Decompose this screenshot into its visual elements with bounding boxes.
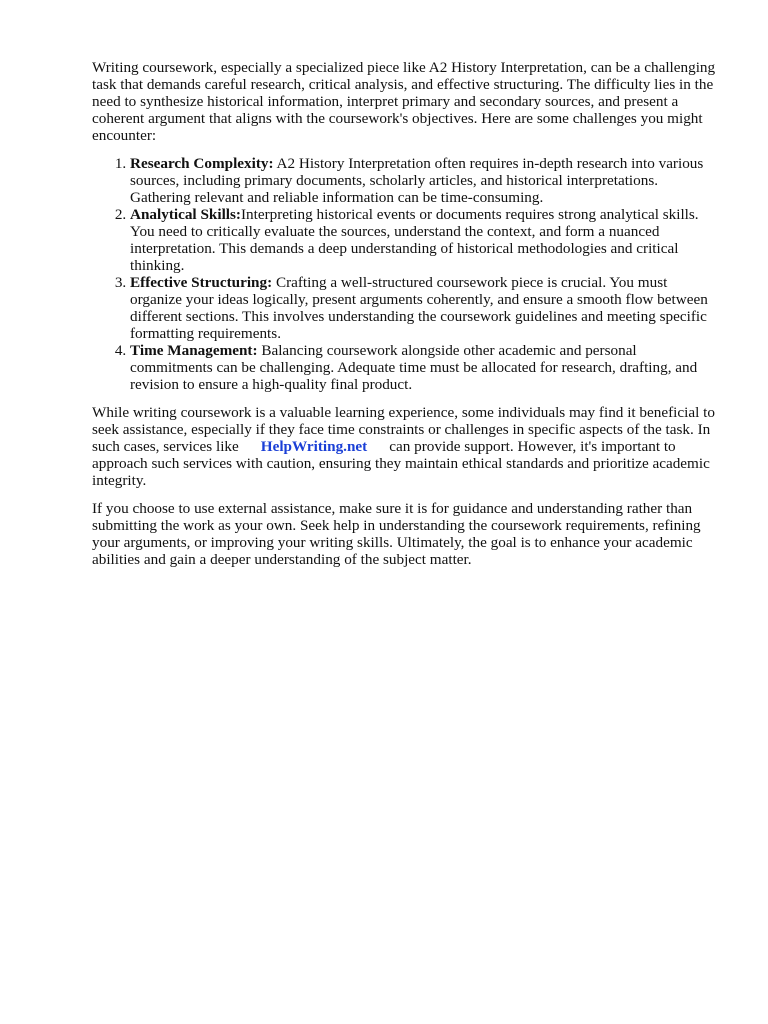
challenges-list: [92, 155, 722, 393]
assistance-text-before: While writing coursework is a valuable learning experience, some individuals may find it beneficial to seek assistance, especially if they face time constraints or challenges in specific aspects of the task. In such cases, services like: [92, 404, 715, 455]
list-item-term: Analytical Skills:: [130, 206, 241, 223]
assistance-paragraph: [92, 404, 722, 489]
assistance-text-after: can provide support. However, it's important to approach such services with caution, ensuring they maintain ethical standards and prioritize academic integrity.: [92, 438, 710, 489]
list-item-term: Research Complexity:: [130, 155, 274, 172]
list-item: [130, 342, 722, 393]
list-item: [130, 274, 722, 342]
document-page: [92, 59, 722, 568]
helpwriting-link[interactable]: HelpWriting.net: [260, 438, 368, 455]
closing-paragraph: If you choose to use external assistance, make sure it is for guidance and understanding rather than submitting the work as your own. Seek help in understanding the coursework requirements, refining your arguments, or improving your writing skills. Ultimately, the goal is to enhance your academic abilities and gain a deeper understanding of the subject matter.: [92, 500, 701, 568]
list-item: [130, 206, 722, 274]
list-item-text: A2 History Interpretation often requires in-depth research into various sources, including primary documents, scholarly articles, and historical interpretations. Gathering relevant and reliable information can be time-consuming.: [130, 155, 704, 206]
list-item-text: Crafting a well-structured coursework piece is crucial. You must organize your ideas logically, present arguments coherently, and ensure a smooth flow between different sections. This involves understanding the coursework guidelines and meeting specific formatting requirements.: [130, 274, 708, 342]
list-item-text: Interpreting historical events or documents requires strong analytical skills. You need to critically evaluate the sources, understand the context, and form a nuanced interpretation. This demands a deep understanding of historical methodologies and critical thinking.: [130, 206, 699, 274]
intro-paragraph: Writing coursework, especially a specialized piece like A2 History Interpretation, can be a challenging task that demands careful research, critical analysis, and effective structuring. The difficulty lies in the need to synthesize historical information, interpret primary and secondary sources, and present a coherent argument that aligns with the coursework's objectives. Here are some challenges you might encounter:: [92, 59, 716, 144]
list-item-text: Balancing coursework alongside other academic and personal commitments can be challenging. Adequate time must be allocated for research, drafting, and revision to ensure a high-quality final product.: [130, 342, 698, 393]
list-item-term: Effective Structuring:: [130, 274, 273, 291]
list-item: [130, 155, 722, 206]
list-item-term: Time Management:: [130, 342, 258, 359]
